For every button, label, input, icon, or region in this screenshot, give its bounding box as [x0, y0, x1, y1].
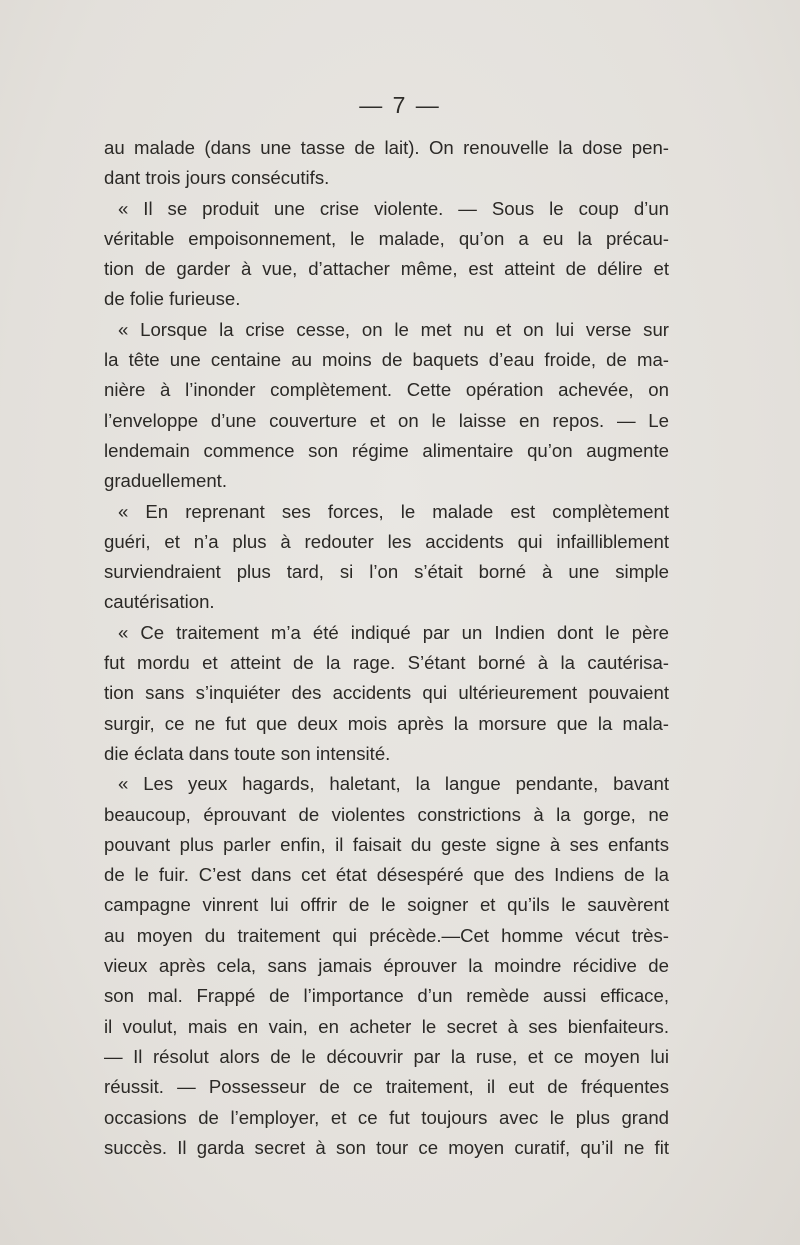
- text-line: succès. Il garda secret à son tour ce moyen curatif, qu’il ne fit: [104, 1136, 669, 1158]
- text-line: occasions de l’employer, et ce fut toujours avec le plus grand: [104, 1106, 669, 1128]
- text-line: lendemain commence son régime alimentaire qu’on augmente: [104, 439, 669, 461]
- text-line: graduellement.: [104, 470, 228, 492]
- text-line: son mal. Frappé de l’importance d’un remède aussi efficace,: [104, 985, 669, 1007]
- text-line: de folie furieuse.: [104, 288, 241, 310]
- text-line: guéri, et n’a plus à redouter les accidents qui infailliblement: [104, 530, 669, 552]
- text-line: nière à l’inonder complètement. Cette opération achevée, on: [104, 379, 669, 401]
- text-line: tion sans s’inquiéter des accidents qui ultérieurement pouvaient: [104, 682, 669, 704]
- body-text: [104, 133, 669, 1163]
- text-line: il voulut, mais en vain, en acheter le secret à ses bienfaiteurs.: [104, 1015, 669, 1037]
- text-line: « En reprenant ses forces, le malade est complètement: [118, 500, 669, 522]
- text-line: pouvant plus parler enfin, il faisait du geste signe à ses enfants: [104, 833, 669, 855]
- text-line: vieux après cela, sans jamais éprouver la moindre récidive de: [104, 955, 669, 977]
- text-line: surviendraient plus tard, si l’on s’était borné à une simple: [104, 561, 669, 583]
- text-line: cautérisation.: [104, 591, 215, 613]
- text-line: de le fuir. C’est dans cet état désespéré que des Indiens de la: [104, 864, 669, 886]
- text-line: au malade (dans une tasse de lait). On renouvelle la dose pen-: [104, 137, 669, 158]
- text-line: « Lorsque la crise cesse, on le met nu et on lui verse sur: [118, 318, 669, 340]
- text-line: au moyen du traitement qui précède.—Cet homme vécut très-: [104, 924, 669, 946]
- text-line: « Les yeux hagards, haletant, la langue pendante, bavant: [118, 773, 669, 795]
- text-line: fut mordu et atteint de la rage. S’étant borné à la cautérisa-: [104, 652, 669, 674]
- text-line: surgir, ce ne fut que deux mois après la morsure que la mala-: [104, 712, 669, 734]
- text-line: dant trois jours consécutifs.: [104, 167, 330, 189]
- text-line: campagne vinrent lui offrir de le soigner et qu’ils le sauvèrent: [104, 894, 669, 916]
- text-line: tion de garder à vue, d’attacher même, est atteint de délire et: [104, 258, 669, 280]
- page-number: — 7 —: [359, 92, 441, 118]
- text-line: — Il résolut alors de le découvrir par la ruse, et ce moyen lui: [104, 1045, 669, 1067]
- text-line: « Il se produit une crise violente. — Sous le coup d’un: [118, 197, 669, 219]
- text-line: beaucoup, éprouvant de violentes constrictions à la gorge, ne: [104, 803, 669, 825]
- text-line: die éclata dans toute son intensité.: [104, 742, 391, 764]
- text-line: véritable empoisonnement, le malade, qu’on a eu la précau-: [104, 227, 669, 249]
- text-line: réussit. — Possesseur de ce traitement, il eut de fréquentes: [104, 1076, 669, 1098]
- text-line: « Ce traitement m’a été indiqué par un Indien dont le père: [118, 621, 669, 643]
- text-line: la tête une centaine au moins de baquets d’eau froide, de ma-: [104, 349, 669, 371]
- text-line: l’enveloppe d’une couverture et on le laisse en repos. — Le: [104, 409, 669, 431]
